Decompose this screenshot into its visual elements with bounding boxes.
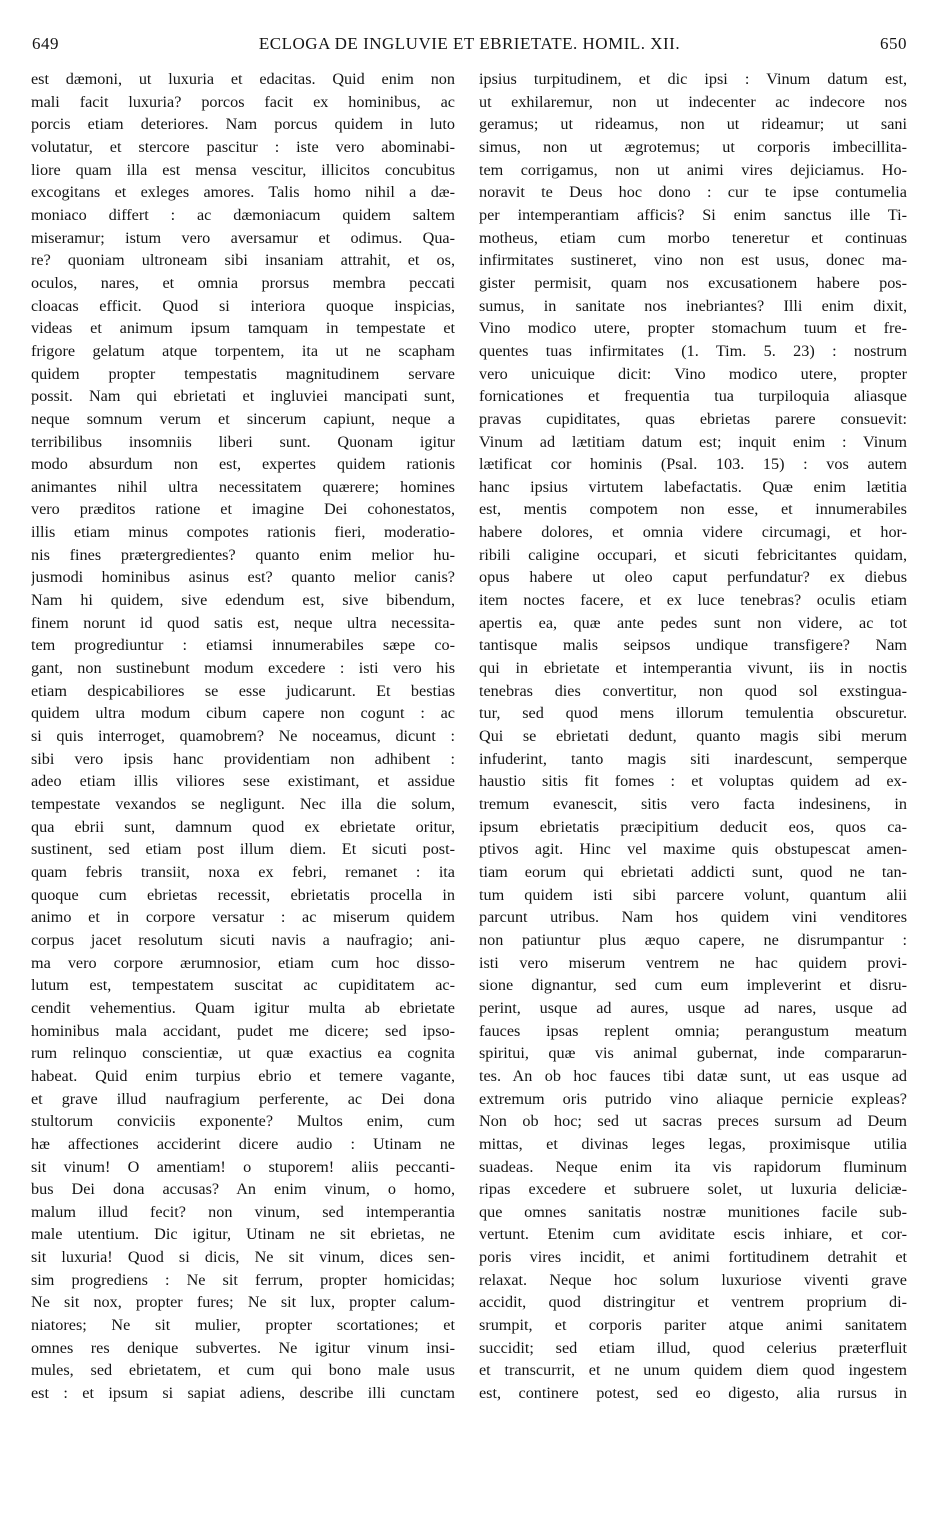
text-line: male utentium. Dic igitur, Utinam ne sit ebrietas, ne [31, 1225, 455, 1244]
text-line: finem norunt id quod satis est, neque ultra necessita- [31, 613, 455, 632]
text-line: tempestate vexandos se negligunt. Nec illa die solum, [31, 795, 455, 813]
text-line: ripas excedere et subruere solet, ut luxuria deliciæ- [479, 1180, 907, 1199]
running-title: ECLOGA DE INGLUVIE ET EBRIETATE. HOMIL. XII. [258, 34, 681, 53]
text-line: omnes res denique subvertes. Ne igitur vinum insi- [31, 1338, 455, 1357]
text-line: tum quidem isti sibi parcere volunt, quantum alii [479, 885, 907, 904]
text-line: est : et ipsum si sapiat adiens, describe illi cunctam [31, 1384, 455, 1403]
text-line: ptivos agit. Hinc vel maxime quis obstupescat amen- [479, 840, 907, 859]
text-line: est dæmoni, ut luxuria et edacitas. Quid enim non [31, 70, 455, 88]
text-line: quentes tuas infirmitates (1. Tim. 5. 23) : nostrum [479, 341, 907, 360]
text-line: infirmitates sustineret, vino non est usus, donec ma- [479, 251, 907, 270]
text-line: niatores; Ne sit mulier, propter scortationes; et [31, 1316, 455, 1335]
text-line: mules, sed ebrietatem, et cum qui bono male usus [31, 1361, 455, 1380]
text-line: tem progrediuntur : etiamsi innumerabiles sæpe co- [31, 636, 455, 655]
text-line: sibi vero ipsis hanc providentiam non adhibent : [31, 749, 455, 768]
text-line: tes. An ob hoc fauces tibi datæ sunt, ut eas usque ad [479, 1066, 907, 1085]
text-line: sim progrediens : Ne sit ferrum, propter homicidas; [31, 1270, 455, 1289]
text-line: per intemperantiam afficis? Si enim sanctus ille Ti- [479, 205, 907, 224]
text-line: quam febris transiit, noxa ex febri, remanet : ita [31, 862, 455, 881]
text-line: terribilibus insomniis liberi sunt. Quonam igitur [31, 432, 455, 451]
text-line: spiritui, quæ vis animal gubernat, inde compararun- [479, 1044, 907, 1063]
text-line: hæ affectiones acciderint dicere audio : Utinam ne [31, 1134, 455, 1153]
text-line: Non ob hoc; sed ut sacras preces sursum ad Deum [479, 1112, 907, 1131]
text-line: et transcurrit, et ne unum quidem diem quod ingestem [479, 1361, 907, 1380]
text-line: quidem ultra modum cibum capere non cogunt : ac [31, 704, 455, 723]
text-line: mali facit luxuria? porcos facit ex hominibus, ac [31, 92, 455, 111]
text-line: ut exhilaremur, non ut indecenter ac indecore nos [479, 92, 907, 111]
text-line: quidem propter tempestatis magnitudinem servare [31, 364, 455, 383]
text-line: Vino modico utere, propter stomachum tuum et fre- [479, 319, 907, 338]
text-line: srumpit, et corporis pariter atque animi sanitatem [479, 1316, 907, 1335]
text-line: lutum est, tempestatem suscitat ac cupiditatem ac- [31, 976, 455, 995]
text-line: et grave illud naufragium perferente, ac Dei dona [31, 1089, 455, 1108]
text-line: moniaco differt : ac dæmoniacum quidem saltem [31, 205, 455, 224]
text-line: fauces ipsas replent omnia; perangustum meatum [479, 1021, 907, 1040]
text-line: cloacas efficit. Quod si interiora quoque inspicias, [31, 296, 455, 315]
text-line: habeat. Quid enim turpius ebrio et temere vagante, [31, 1066, 455, 1085]
text-line: malum illud fecit? non vinum, sed intemperantia [31, 1202, 455, 1221]
text-line: re? quoniam ultroneam sibi insaniam attrahit, et os, [31, 251, 455, 270]
text-line: pravas cupiditates, quas ebrietas parere consuevit: [479, 409, 907, 428]
text-line: Nam hi quidem, sive edendum est, sive bibendum, [31, 591, 455, 610]
text-line: fornicationes et frequentia tua turpiloquia aliasque [479, 387, 907, 406]
text-line: isti vero miserum ventrem ne hac quidem provi- [479, 953, 907, 972]
text-line: extremum oris putrido vino aliaque pernicie expleas? [479, 1089, 907, 1108]
text-line: rum relinquo conscientiæ, ut quæ exactius ea cognita [31, 1044, 455, 1063]
text-line: ma vero corpore ærumnosior, etiam cum hoc disso- [31, 953, 455, 972]
text-line: videas et animum ipsum tamquam in tempestate et [31, 319, 455, 338]
text-line: gant, non sustinebunt modum excedere : isti vero his [31, 659, 455, 678]
text-line: tantisque malis seipsos undique transfigere? Nam [479, 636, 907, 655]
text-line: vero unicuique dicit: Vino modico utere, propter [479, 364, 907, 383]
text-line: adeo etiam illis viliores sese existimant, et assidue [31, 772, 455, 791]
text-line: simus, non ut ægrotemus; ut corporis imbecillita- [479, 137, 907, 156]
text-line: corpus jacet resolutum sicuti navis a naufragio; ani- [31, 930, 455, 949]
text-line: excogitans et exleges amores. Talis homo nihil a dæ- [31, 183, 455, 202]
text-line: vertunt. Etenim cum aviditate escis inhiare, et cor- [479, 1225, 907, 1244]
text-line: motheus, etiam cum morbo teneretur et continuas [479, 228, 907, 247]
text-line: Vinum ad lætitiam datum est; inquit enim : Vinum [479, 432, 907, 451]
text-line: tremum evanescit, sitis vero facta indesinens, in [479, 795, 907, 813]
text-line: miseramur; istum vero aversamur et odimus. Qua- [31, 228, 455, 247]
text-line: Qui se ebrietati dedunt, quanto magis sibi merum [479, 727, 907, 746]
text-line: jusmodi hominibus asinus est? quanto melior canis? [31, 568, 455, 587]
text-line: relaxat. Neque hoc solum luxuriose viventi grave [479, 1270, 907, 1289]
text-line: modo absurdum non est, expertes quidem rationis [31, 455, 455, 474]
text-line: si quis interroget, quamobrem? Ne noceamus, dicunt : [31, 727, 455, 746]
text-line: porcis etiam deteriores. Nam porcus quidem in luto [31, 115, 455, 134]
text-line: tur, sed quod mens illorum temulentia obscuretur. [479, 704, 907, 723]
text-line: non patiuntur plus æquo capere, ne disrumpantur : [479, 930, 907, 949]
text-line: que omnes sanitatis nostræ munitiones facile sub- [479, 1202, 907, 1221]
text-line: perint, usque ad aures, usque ad nares, usque ad [479, 998, 907, 1017]
page-number-left: 649 [32, 34, 59, 53]
text-line: accidit, quod distringitur et ventrem proprium di- [479, 1293, 907, 1312]
right-text-column [479, 68, 907, 1405]
text-line: quoque cum ebrietas recessit, ebrietatis procella in [31, 885, 455, 904]
text-line: possit. Nam qui ebrietati et ingluviei mancipati sunt, [31, 387, 455, 406]
text-line: haustio sitis fit fomes : et voluptas quidem ad ex- [479, 772, 907, 791]
left-text-column [31, 68, 455, 1405]
text-line: vero præditos ratione et imagine Dei cohonestatos, [31, 500, 455, 519]
text-line: hominibus mala accidant, pudet me dicere; sed ipso- [31, 1021, 455, 1040]
text-line: suadeas. Neque enim ita vis rapidorum fluminum [479, 1157, 907, 1176]
text-line: neque somnum verum et sincerum capiunt, neque a [31, 409, 455, 428]
text-line: est, mentis compotem non esse, et innumerabiles [479, 500, 907, 519]
text-line: stultorum conviciis exponente? Multos enim, cum [31, 1112, 455, 1131]
page-number-right: 650 [880, 34, 907, 53]
text-line: sit vinum! O amentiam! o stuporem! aliis peccanti- [31, 1157, 455, 1176]
text-line: habere dolores, et omnia videre circumagi, et hor- [479, 523, 907, 542]
text-line: est, continere potest, sed eo digesto, alia rursus in [479, 1384, 907, 1403]
text-line: gister permisit, quam nos excusationem habere pos- [479, 273, 907, 292]
text-line: tenebras dies convertitur, non quod sol exstingua- [479, 681, 907, 700]
text-line: illis etiam minus compotes rationis fieri, moderatio- [31, 523, 455, 542]
text-line: nis fines prætergredientes? quanto enim melior hu- [31, 545, 455, 564]
text-line: poris vires incidit, et animi fortitudinem detrahit et [479, 1248, 907, 1267]
text-line: succidit; sed etiam illud, quod celerius præterfluit [479, 1338, 907, 1357]
text-line: item noctes facere, et ex luce tenebras? oculis etiam [479, 591, 907, 610]
text-line: parcunt utribus. Nam hos quidem vini venditores [479, 908, 907, 927]
text-line: lætificat cor hominis (Psal. 103. 15) : vos autem [479, 455, 907, 474]
text-line: volutatur, et stercore pascitur : iste vero abominabi- [31, 137, 455, 156]
text-line: infuderint, tanto magis siti inardescunt, semperque [479, 749, 907, 768]
text-line: bus Dei dona accusas? An enim vinum, o homo, [31, 1180, 455, 1199]
text-line: opus habere ut oleo caput perfundatur? ex diebus [479, 568, 907, 587]
text-line: animantes nihil ultra necessitatem quærere; homines [31, 477, 455, 496]
text-line: qui in ebrietate et intemperantia vivunt, iis in noctis [479, 659, 907, 678]
text-line: ipsius turpitudinem, et dic ipsi : Vinum datum est, [479, 70, 907, 88]
text-line: sumus, in sanitate nos inebriantes? Illi enim dixit, [479, 296, 907, 315]
text-line: etiam despicabiliores se esse judicarunt. Et bestias [31, 681, 455, 700]
text-line: qua ebrii sunt, damnum quod ex ebrietate oritur, [31, 817, 455, 836]
text-line: tem corrigamus, non ut animi vires dejiciamus. Ho- [479, 160, 907, 179]
text-line: tiam eorum qui ebrietati addicti sunt, quod ne tan- [479, 862, 907, 881]
text-line: liore quam illa est mensa vescitur, illicitos concubitus [31, 160, 455, 179]
text-line: apertis ea, quæ ante pedes sunt non videre, ac tot [479, 613, 907, 632]
running-header [32, 34, 907, 58]
text-line: oculos, nares, et omnia prorsus membra peccati [31, 273, 455, 292]
text-line: animo et in corpore versatur : ac miserum quidem [31, 908, 455, 927]
text-line: ribili caligine occupari, et sicuti febricitantes quidam, [479, 545, 907, 564]
text-line: sione dignantur, sed cum eum impleverint et disru- [479, 976, 907, 995]
text-line: ipsum ebrietatis præcipitium deducit eos, quos ca- [479, 817, 907, 836]
text-line: mittas, et divinas leges legas, proximisque utilia [479, 1134, 907, 1153]
text-line: sustinent, sed etiam post illum diem. Et sicuti post- [31, 840, 455, 859]
text-line: hanc ipsius virtutem labefactatis. Quæ enim lætitia [479, 477, 907, 496]
text-line: Ne sit nox, propter fures; Ne sit lux, propter calum- [31, 1293, 455, 1312]
text-line: frigore gelatum atque torpentem, ita ut ne scapham [31, 341, 455, 360]
text-line: cendit vehementius. Quam igitur multa ab ebrietate [31, 998, 455, 1017]
text-line: sit luxuria! Quod si dicis, Ne sit vinum, dices sen- [31, 1248, 455, 1267]
text-line: noravit te Deus hoc dono : cur te ipse contumelia [479, 183, 907, 202]
text-line: geramus; ut rideamus, non ut rideamur; ut sani [479, 115, 907, 134]
